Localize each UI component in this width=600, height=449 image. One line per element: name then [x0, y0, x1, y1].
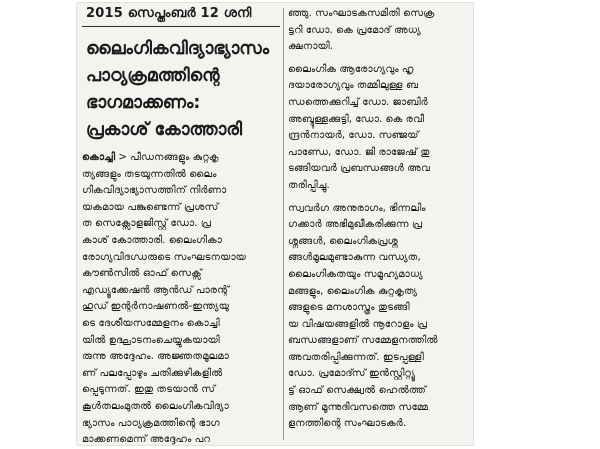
article-line: മാക്കണമെന്ന് അദ്ദേഹം പറ — [82, 434, 211, 446]
article-line: യിൽ ഉദ്ഘാടനംചെയ്യുകയായി — [82, 334, 220, 346]
article-line: ഹുഡ് ഇന്റർനാഷണൽ-ഇന്ത്യയു — [82, 301, 229, 313]
article-line: ഞ്ഞു. സംഘാടകസമിതി സെക്ര — [288, 8, 435, 19]
article-line: അബ്ദുള്ളക്കുട്ടി, ഡോ. കെ രവീ — [288, 113, 425, 125]
article-line: ണ് പലപ്പോഴും ചതിക്കുഴികളിൽ — [82, 367, 223, 379]
article-line: കൗൺസിൽ ഓഫ് സെക്സ് — [82, 268, 202, 280]
article-line: സ്വവർഗ അനുരാഗം, ഭിന്നലിം — [288, 202, 426, 214]
article-body-left — [82, 150, 282, 446]
article-para-2 — [288, 62, 470, 195]
dateline-rule — [82, 26, 280, 27]
article-line: ളനത്തിന്റെ സംഘാടകർ. — [288, 418, 407, 430]
headline-line: ഭാഗമാക്കണം: — [86, 93, 201, 113]
place-name: കൊച്ചി — [82, 152, 116, 163]
article-line: ലൈംഗികതയും സമൂഹ്യമാധ്യ — [288, 268, 423, 280]
article-line: > പീഡനങ്ങളും കുറ്റകൃ — [115, 152, 219, 163]
article-line: തരിപ്പിച്ചു. — [288, 179, 330, 191]
article-para-1 — [288, 6, 470, 56]
article-line: ഗികവിദ്യാഭ്യാസത്തിന് നിർണാ — [82, 185, 227, 197]
article-line: ദയാരോഗ്യവും തമ്മിലുള്ള ബ — [288, 80, 419, 92]
article-line: ന്ദ്രൻനായർ, ഡോ. സഞ്ജയ് — [288, 130, 419, 142]
article-line: ത സെക്സോളജിസ്റ്റ് ഡോ. പ്ര — [82, 218, 211, 230]
article-line: കാശ് കോത്താരി. ലൈംഗികാ — [82, 234, 222, 246]
article-line: ഡോ. പ്രമോദ്സ് ഇൻസ്റ്റിറ്റ്യൂ — [288, 368, 416, 380]
article-line: ബന്ധങ്ങളാണ് സമ്മേളനത്തിൽ — [288, 335, 438, 347]
article-line: ട്ടറി ഡോ. കെ പ്രമോദ് അധ്യ — [288, 24, 421, 36]
article-line: ടെ ദേശീയസമ്മേളനം കൊച്ചി — [82, 317, 220, 329]
article-first-line — [82, 150, 282, 167]
article-line: കൂൾതലംമുതൽ ലൈംഗികവിദ്യാ — [82, 400, 229, 412]
headline-line: പ്രകാശ് കോത്താരി — [86, 120, 242, 140]
right-column — [288, 6, 470, 439]
headline-line: ലൈംഗികവിദ്യാഭ്യാസം — [86, 39, 270, 59]
headline — [86, 36, 282, 144]
article-line: ലൈംഗിക ആരോഗ്യവും ഹൃ — [288, 63, 414, 75]
article-line: ഗക്കാർ അഭിമുഖീകരിക്കുന്ന പ്ര — [288, 219, 423, 231]
article-line: ആണ് മൂന്നുദിവസത്തെ സമ്മേ — [288, 401, 429, 413]
article-line: ട്ട് ഓഫ് സെക്ഷ്വൽ ഹെൽത്ത് — [288, 385, 427, 397]
article-line: ങ്ങളുടെ മനശാസ്ത്രം തുടങ്ങി — [288, 302, 410, 314]
article-line: ങ്ങൾമൂലമുണ്ടാകുന്ന വന്ധ്യത, — [288, 252, 421, 264]
article-line: മങ്ങളും, ലൈംഗിക കുറ്റകൃത്യ — [288, 285, 418, 297]
article-line: പാണ്ഡേ, ഡോ. ജി രാജേഷ് തു — [288, 146, 430, 158]
article-line: പ്പെടുന്നത്. ഇതു തടയാൻ സ് — [82, 384, 216, 396]
article-line: യകമായ പങ്കുണ്ടെന്ന് പ്രശസ് — [82, 201, 219, 213]
article-line: അവതരിപ്പിക്കുന്നത്. ഇടപ്പള്ളി — [288, 351, 424, 363]
headline-line: പാഠ്യക്രമത്തിന്റെ — [86, 66, 220, 86]
article-line: ത്യങ്ങളും തടയുന്നതിൽ ലൈം — [82, 168, 217, 180]
article-line: ടങ്ങിയവർ പ്രബന്ധങ്ങൾ അവ — [288, 163, 430, 175]
article-line: യ വിഷയങ്ങളിൽ നൂറോളം പ്ര — [288, 318, 428, 330]
column-separator — [283, 8, 284, 440]
article-line: ശ്നങ്ങൾ, ലൈംഗികപ്രശ്ന — [288, 235, 398, 247]
article-para-3 — [288, 201, 470, 433]
newspaper-clipping — [76, 2, 474, 446]
article-line: ന്ധത്തെക്കുറിച്ച് ഡോ. ജാബിർ — [288, 96, 428, 108]
article-line: രോഗ്യവിദഗ്ധരുടെ സംഘടനയായ — [82, 251, 247, 263]
left-column — [82, 32, 282, 446]
dateline: 2015 സെപ്തംബർ 12 ശനി — [86, 6, 252, 21]
article-line: രുന്നു അദ്ദേഹം. അജ്ഞതമൂലമാ — [82, 351, 229, 363]
article-line: എഡ്യൂക്കേഷൻ ആൻഡ് പാരന്റ് — [82, 284, 230, 296]
article-line: ഭ്യാസം പാഠ്യക്രമത്തിന്റെ ഭാഗ — [82, 417, 220, 429]
article-line: ക്ഷനായി. — [288, 41, 333, 53]
